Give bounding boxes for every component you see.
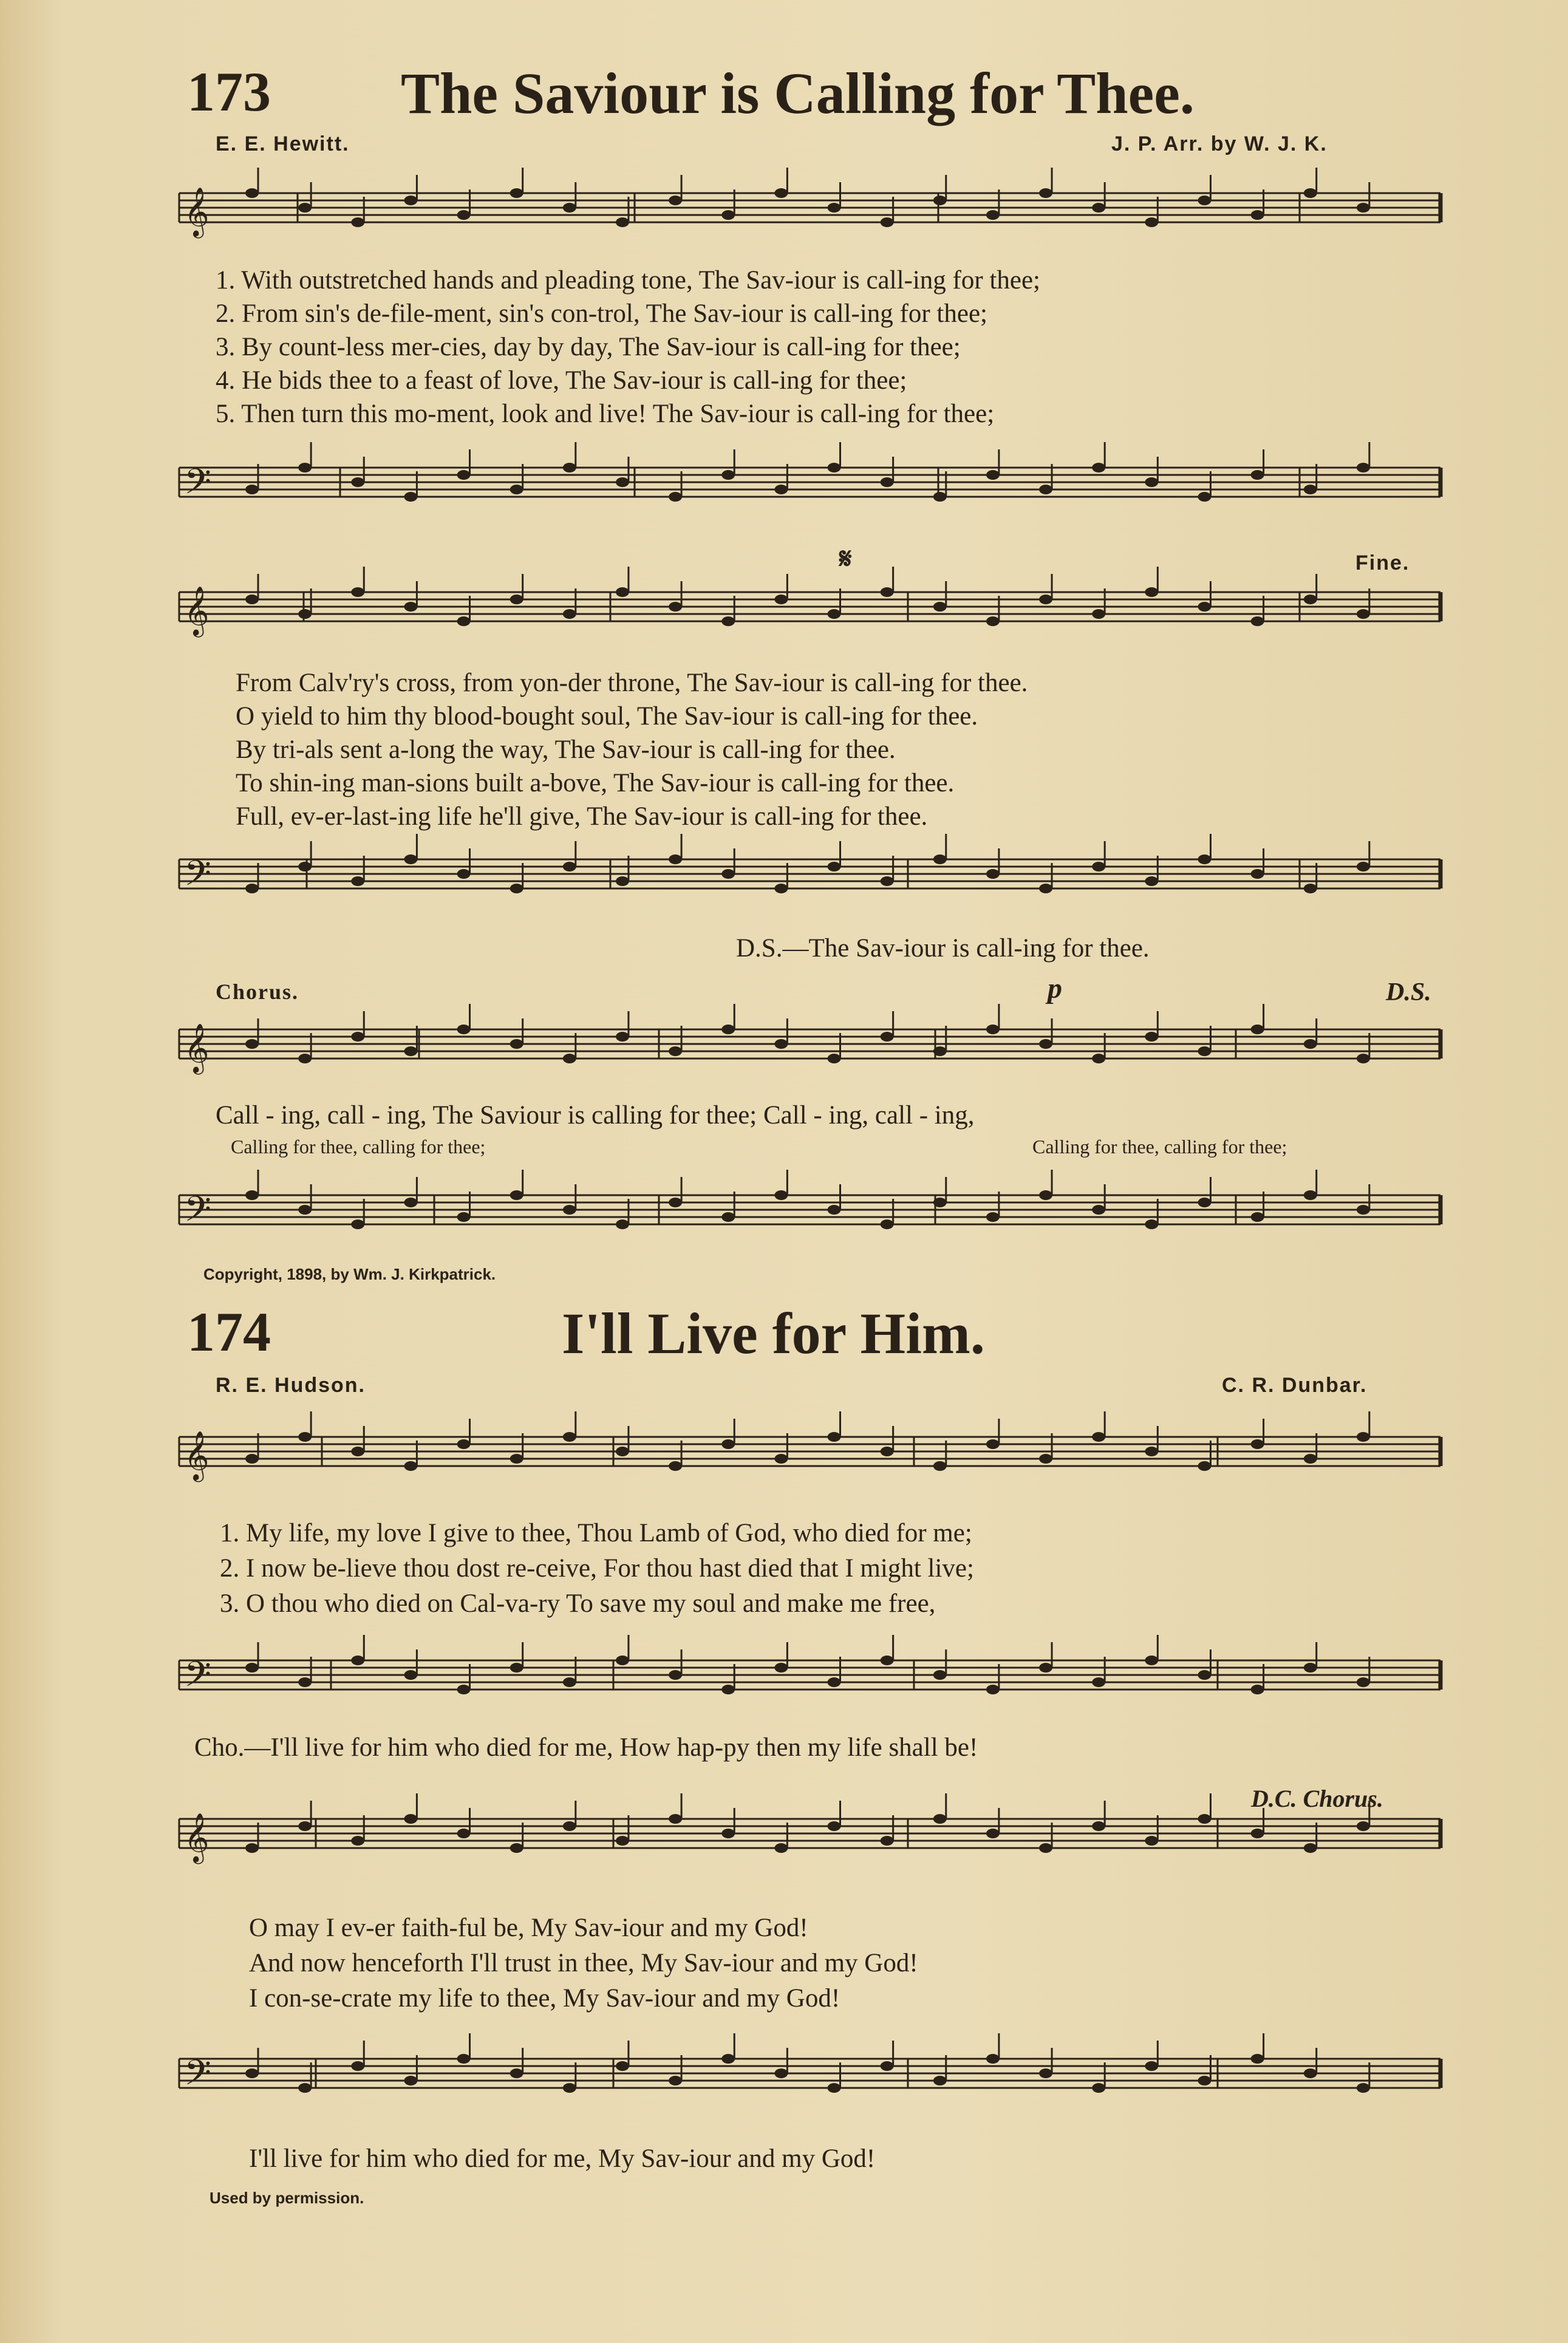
note-head bbox=[774, 1454, 788, 1464]
chorus-echo: Calling for thee, calling for thee; bbox=[1032, 1136, 1287, 1158]
note-head bbox=[510, 1663, 523, 1673]
note-head bbox=[457, 1829, 471, 1838]
bass-clef-icon: 𝄢 bbox=[184, 2052, 212, 2102]
note-head bbox=[1357, 463, 1370, 472]
note-head bbox=[1092, 1205, 1105, 1215]
note-head bbox=[245, 595, 259, 604]
verse-line: 2. From sin's de-file-ment, sin's con-trol, The Sav-iour is call-ing for thee; bbox=[216, 299, 987, 328]
note-head bbox=[986, 616, 1000, 626]
note-head bbox=[721, 1439, 735, 1449]
note-head bbox=[1039, 485, 1052, 494]
note-head bbox=[986, 1439, 1000, 1449]
note-head bbox=[563, 1054, 576, 1063]
note-head bbox=[245, 1039, 259, 1049]
note-head bbox=[1357, 1677, 1370, 1687]
note-head bbox=[298, 1432, 312, 1442]
note-head bbox=[1092, 203, 1105, 213]
note-head bbox=[245, 1843, 259, 1853]
note-head bbox=[298, 1677, 312, 1687]
note-head bbox=[1198, 1198, 1211, 1207]
note-head bbox=[1145, 477, 1158, 487]
note-head bbox=[1039, 595, 1052, 604]
note-head bbox=[1198, 602, 1211, 612]
treble-clef-icon: 𝄞 bbox=[184, 585, 210, 635]
note-head bbox=[669, 196, 682, 205]
verse-line: 3. O thou who died on Cal-va-ry To save my soul and make me free, bbox=[220, 1589, 936, 1618]
verse-line: O yield to him thy blood-bought soul, The Sav-iour is call-ing for thee. bbox=[236, 702, 978, 731]
note-head bbox=[933, 1046, 947, 1056]
note-head bbox=[298, 463, 312, 472]
chorus-label: Chorus. bbox=[216, 980, 299, 1004]
verse-line: And now henceforth I'll trust in thee, My Sav-iour and my God! bbox=[249, 1949, 918, 1977]
note-head bbox=[881, 876, 894, 886]
note-head bbox=[1357, 862, 1370, 871]
verse-line: 4. He bids thee to a feast of love, The Sav-iour is call-ing for thee; bbox=[216, 366, 907, 395]
note-head bbox=[510, 884, 523, 893]
note-head bbox=[1145, 876, 1158, 886]
hymn-number-174: 174 bbox=[187, 1301, 271, 1363]
note-head bbox=[351, 477, 364, 487]
hymn-number-173: 173 bbox=[187, 61, 271, 123]
note-head bbox=[1145, 1656, 1158, 1665]
note-head bbox=[828, 2083, 841, 2093]
note-head bbox=[774, 1190, 788, 1200]
ds-mark: D.S. bbox=[1386, 978, 1431, 1006]
note-head bbox=[1251, 1025, 1264, 1034]
note-head bbox=[1039, 188, 1052, 198]
hymn-title-174: I'll Live for Him. bbox=[562, 1301, 985, 1366]
ds-line: D.S.—The Sav-iour is call-ing for thee. bbox=[736, 934, 1150, 963]
note-head bbox=[669, 1670, 682, 1680]
note-head bbox=[1198, 1046, 1211, 1056]
note-head bbox=[1251, 1829, 1264, 1838]
note-head bbox=[881, 217, 894, 227]
note-head bbox=[881, 2061, 894, 2071]
note-head bbox=[828, 1821, 841, 1831]
note-head bbox=[1357, 609, 1370, 619]
note-head bbox=[351, 587, 364, 597]
treble-clef-icon: 𝄞 bbox=[184, 1430, 210, 1480]
note-head bbox=[245, 1454, 259, 1464]
note-head bbox=[1198, 492, 1211, 502]
note-head bbox=[1251, 210, 1264, 220]
chorus-line: I'll live for him who died for me, My Sav-iour and my God! bbox=[249, 2144, 876, 2173]
note-head bbox=[1039, 884, 1052, 893]
note-head bbox=[1251, 1685, 1264, 1694]
verse-line: To shin-ing man-sions built a-bove, The Sav-iour is call-ing for thee. bbox=[236, 769, 955, 797]
note-head bbox=[669, 1198, 682, 1207]
note-head bbox=[1251, 2054, 1264, 2064]
note-head bbox=[1251, 470, 1264, 480]
note-head bbox=[1039, 1039, 1052, 1049]
note-head bbox=[616, 876, 629, 886]
note-head bbox=[1304, 485, 1317, 494]
note-head bbox=[1145, 1836, 1158, 1846]
note-head bbox=[669, 492, 682, 502]
note-head bbox=[828, 463, 841, 472]
note-head bbox=[828, 862, 841, 871]
note-head bbox=[1304, 884, 1317, 893]
note-head bbox=[986, 2054, 1000, 2064]
author-173: E. E. Hewitt. bbox=[216, 132, 350, 155]
note-head bbox=[1357, 1054, 1370, 1063]
note-head bbox=[721, 1685, 735, 1694]
note-head bbox=[616, 1032, 629, 1042]
note-head bbox=[1092, 1054, 1105, 1063]
bass-clef-icon: 𝄢 bbox=[184, 461, 212, 511]
note-head bbox=[510, 1454, 523, 1464]
note-head bbox=[774, 485, 788, 494]
verse-line: 1. With outstretched hands and pleading tone, The Sav-iour is call-ing for thee; bbox=[216, 266, 1041, 295]
note-head bbox=[669, 602, 682, 612]
note-head bbox=[616, 2061, 629, 2071]
note-head bbox=[774, 1663, 788, 1673]
note-head bbox=[510, 188, 523, 198]
note-head bbox=[404, 854, 417, 864]
note-head bbox=[1092, 1677, 1105, 1687]
note-head bbox=[881, 1219, 894, 1229]
note-head bbox=[1039, 2068, 1052, 2078]
note-head bbox=[351, 1032, 364, 1042]
note-head bbox=[881, 587, 894, 597]
verse-line: O may I ev-er faith-ful be, My Sav-iour and my God! bbox=[249, 1914, 808, 1942]
verse-line: 1. My life, my love I give to thee, Thou Lamb of God, who died for me; bbox=[220, 1519, 972, 1547]
note-head bbox=[881, 1447, 894, 1456]
note-head bbox=[933, 1814, 947, 1824]
note-head bbox=[404, 492, 417, 502]
note-head bbox=[510, 2068, 523, 2078]
note-head bbox=[1357, 1821, 1370, 1831]
verse-line: 5. Then turn this mo-ment, look and live! The Sav-iour is call-ing for thee; bbox=[216, 400, 995, 428]
note-head bbox=[298, 862, 312, 871]
note-head bbox=[1145, 1219, 1158, 1229]
note-head bbox=[828, 1432, 841, 1442]
note-head bbox=[1039, 1454, 1052, 1464]
note-head bbox=[881, 1032, 894, 1042]
note-head bbox=[563, 1677, 576, 1687]
note-head bbox=[933, 602, 947, 612]
note-head bbox=[721, 2054, 735, 2064]
note-head bbox=[563, 2083, 576, 2093]
note-head bbox=[563, 203, 576, 213]
note-head bbox=[1198, 196, 1211, 205]
treble-clef-icon: 𝄞 bbox=[184, 1812, 210, 1862]
chorus-line: Cho.—I'll live for him who died for me, How hap-py then my life shall be! bbox=[194, 1733, 978, 1762]
note-head bbox=[986, 869, 1000, 879]
note-head bbox=[1092, 862, 1105, 871]
note-head bbox=[774, 595, 788, 604]
note-head bbox=[933, 2076, 947, 2086]
note-head bbox=[669, 854, 682, 864]
note-head bbox=[1198, 2076, 1211, 2086]
note-head bbox=[986, 210, 1000, 220]
dc-chorus-mark: D.C. Chorus. bbox=[1251, 1785, 1383, 1812]
note-head bbox=[721, 1829, 735, 1838]
note-head bbox=[351, 1219, 364, 1229]
note-head bbox=[563, 463, 576, 472]
note-head bbox=[351, 1656, 364, 1665]
note-head bbox=[774, 2068, 788, 2078]
note-head bbox=[774, 1843, 788, 1853]
note-head bbox=[1304, 1663, 1317, 1673]
note-head bbox=[1092, 2083, 1105, 2093]
note-head bbox=[1092, 1821, 1105, 1831]
note-head bbox=[721, 1212, 735, 1222]
note-head bbox=[933, 854, 947, 864]
verse-line: By tri-als sent a-long the way, The Sav-iour is call-ing for thee. bbox=[236, 735, 896, 764]
note-head bbox=[828, 203, 841, 213]
note-head bbox=[298, 203, 312, 213]
note-head bbox=[457, 2054, 471, 2064]
note-head bbox=[669, 1814, 682, 1824]
note-head bbox=[563, 1205, 576, 1215]
note-head bbox=[721, 1025, 735, 1034]
bass-clef-icon: 𝄢 bbox=[184, 1189, 212, 1238]
verse-line: 2. I now be-lieve thou dost re-ceive, For thou hast died that I might live; bbox=[220, 1554, 974, 1583]
note-head bbox=[986, 1212, 1000, 1222]
note-head bbox=[721, 869, 735, 879]
note-head bbox=[245, 2068, 259, 2078]
note-head bbox=[774, 884, 788, 893]
note-head bbox=[1304, 1039, 1317, 1049]
note-head bbox=[721, 616, 735, 626]
note-head bbox=[510, 595, 523, 604]
note-head bbox=[616, 1219, 629, 1229]
note-head bbox=[351, 1836, 364, 1846]
note-head bbox=[616, 217, 629, 227]
note-head bbox=[881, 1656, 894, 1665]
note-head bbox=[351, 2061, 364, 2071]
note-head bbox=[245, 884, 259, 893]
note-head bbox=[986, 1685, 1000, 1694]
note-head bbox=[245, 1190, 259, 1200]
note-head bbox=[1092, 1432, 1105, 1442]
note-head bbox=[457, 1685, 471, 1694]
note-head bbox=[986, 470, 1000, 480]
note-head bbox=[1145, 1032, 1158, 1042]
note-head bbox=[563, 1821, 576, 1831]
note-head bbox=[1198, 1814, 1211, 1824]
note-head bbox=[1198, 854, 1211, 864]
note-head bbox=[457, 470, 471, 480]
note-head bbox=[563, 862, 576, 871]
bass-clef-icon: 𝄢 bbox=[184, 853, 212, 902]
note-head bbox=[616, 1836, 629, 1846]
note-head bbox=[721, 470, 735, 480]
note-head bbox=[1145, 1447, 1158, 1456]
note-head bbox=[1357, 203, 1370, 213]
note-head bbox=[933, 1461, 947, 1471]
note-head bbox=[404, 1461, 417, 1471]
note-head bbox=[828, 1205, 841, 1215]
note-head bbox=[1145, 587, 1158, 597]
note-head bbox=[245, 188, 259, 198]
note-head bbox=[774, 1039, 788, 1049]
note-head bbox=[1251, 616, 1264, 626]
note-head bbox=[1304, 1190, 1317, 1200]
treble-clef-icon: 𝄞 bbox=[184, 186, 210, 236]
note-head bbox=[457, 210, 471, 220]
note-head bbox=[1092, 609, 1105, 619]
note-head bbox=[1198, 1461, 1211, 1471]
note-head bbox=[245, 485, 259, 494]
treble-clef-icon: 𝄞 bbox=[184, 1023, 210, 1073]
note-head bbox=[298, 609, 312, 619]
note-head bbox=[1039, 1843, 1052, 1853]
note-head bbox=[563, 1432, 576, 1442]
note-head bbox=[510, 1843, 523, 1853]
note-head bbox=[404, 2076, 417, 2086]
composer-174: C. R. Dunbar. bbox=[1222, 1374, 1368, 1397]
note-head bbox=[616, 1447, 629, 1456]
note-head bbox=[616, 1656, 629, 1665]
note-head bbox=[933, 196, 947, 205]
note-head bbox=[510, 1190, 523, 1200]
note-head bbox=[986, 1829, 1000, 1838]
note-head bbox=[933, 1198, 947, 1207]
permission-notice: Used by permission. bbox=[210, 2189, 364, 2207]
verse-line: I con-se-crate my life to thee, My Sav-iour and my God! bbox=[249, 1984, 840, 2013]
verse-line: Full, ev-er-last-ing life he'll give, The Sav-iour is call-ing for thee. bbox=[236, 802, 928, 831]
note-head bbox=[986, 1025, 1000, 1034]
note-head bbox=[457, 1439, 471, 1449]
note-head bbox=[669, 1461, 682, 1471]
note-head bbox=[881, 1836, 894, 1846]
note-head bbox=[351, 217, 364, 227]
note-head bbox=[1304, 188, 1317, 198]
verse-line: From Calv'ry's cross, from yon-der throne, The Sav-iour is call-ing for thee. bbox=[236, 669, 1028, 697]
note-head bbox=[1039, 1190, 1052, 1200]
segno-sign: 𝄋 bbox=[839, 543, 852, 575]
note-head bbox=[351, 876, 364, 886]
chorus-line: Call - ing, call - ing, The Saviour is calling for thee; Call - ing, call - ing, bbox=[216, 1101, 975, 1130]
note-head bbox=[351, 1447, 364, 1456]
composer-173: J. P. Arr. by W. J. K. bbox=[1111, 132, 1328, 155]
note-head bbox=[563, 609, 576, 619]
copyright-notice: Copyright, 1898, by Wm. J. Kirkpatrick. bbox=[203, 1265, 496, 1283]
note-head bbox=[1145, 2061, 1158, 2071]
note-head bbox=[1304, 2068, 1317, 2078]
note-head bbox=[1357, 1432, 1370, 1442]
note-head bbox=[1092, 463, 1105, 472]
note-head bbox=[1198, 1670, 1211, 1680]
note-head bbox=[1039, 1663, 1052, 1673]
hymn-title-173: The Saviour is Calling for Thee. bbox=[401, 61, 1195, 126]
note-head bbox=[1357, 2083, 1370, 2093]
note-head bbox=[1304, 595, 1317, 604]
note-head bbox=[933, 1670, 947, 1680]
note-head bbox=[828, 1054, 841, 1063]
note-head bbox=[1357, 1205, 1370, 1215]
note-head bbox=[881, 477, 894, 487]
note-head bbox=[510, 1039, 523, 1049]
note-head bbox=[404, 1814, 417, 1824]
author-174: R. E. Hudson. bbox=[216, 1374, 366, 1397]
note-head bbox=[1251, 869, 1264, 879]
note-head bbox=[1145, 217, 1158, 227]
note-head bbox=[1251, 1212, 1264, 1222]
note-head bbox=[404, 1670, 417, 1680]
chorus-echo: Calling for thee, calling for thee; bbox=[231, 1136, 486, 1158]
note-head bbox=[404, 1198, 417, 1207]
note-head bbox=[457, 869, 471, 879]
note-head bbox=[828, 609, 841, 619]
note-head bbox=[298, 1205, 312, 1215]
dynamic-mark: p bbox=[1048, 972, 1062, 1004]
note-head bbox=[669, 1046, 682, 1056]
fine-mark: Fine. bbox=[1355, 551, 1410, 575]
note-head bbox=[933, 492, 947, 502]
note-head bbox=[1251, 1439, 1264, 1449]
note-head bbox=[1304, 1843, 1317, 1853]
bass-clef-icon: 𝄢 bbox=[184, 1654, 212, 1704]
note-head bbox=[828, 1677, 841, 1687]
note-head bbox=[404, 602, 417, 612]
note-head bbox=[669, 2076, 682, 2086]
verse-line: 3. By count-less mer-cies, day by day, The Sav-iour is call-ing for thee; bbox=[216, 333, 961, 361]
note-head bbox=[510, 485, 523, 494]
note-head bbox=[774, 188, 788, 198]
note-head bbox=[457, 616, 471, 626]
note-head bbox=[1304, 1454, 1317, 1464]
note-head bbox=[298, 1054, 312, 1063]
note-head bbox=[721, 210, 735, 220]
note-head bbox=[457, 1025, 471, 1034]
note-head bbox=[616, 477, 629, 487]
note-head bbox=[404, 1046, 417, 1056]
note-head bbox=[616, 587, 629, 597]
note-head bbox=[298, 1821, 312, 1831]
note-head bbox=[404, 196, 417, 205]
note-head bbox=[457, 1212, 471, 1222]
note-head bbox=[245, 1663, 259, 1673]
note-head bbox=[298, 2083, 312, 2093]
